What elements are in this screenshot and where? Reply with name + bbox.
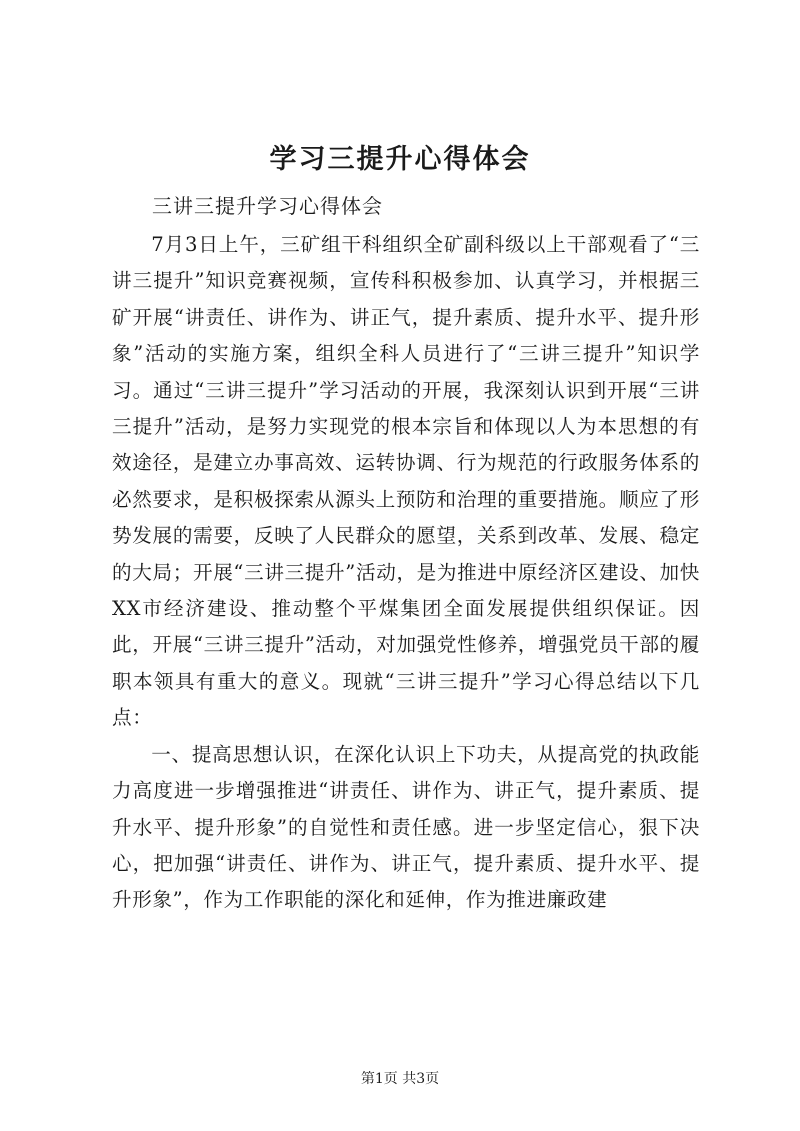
body-paragraph: 7月3日上午，三矿组干科组织全矿副科级以上干部观看了“三讲三提升”知识竞赛视频，宣传科积极参加、认真学习，并根据三矿开展“讲责任、讲作为、讲正气，提升素质、提升水平、提升形象”活动的实施方案，组织全科人员进行了“三讲三提升”知识学习。通过“三讲三提升”学习活动的开展，我深刻认识到开展“三讲三提升”活动，是努力实现党的根本宗旨和体现以人为本思想的有效途径，是建立办事高效、运转协调、行为规范的行政服务体系的必然要求，是积极探索从源头上预防和治理的重要措施。顺应了形势发展的需要，反映了人民群众的愿望，关系到改革、发展、稳定的大局；开展“三讲三提升”活动，是为推进中原经济区建设、加快XX市经济建设、推动整个平煤集团全面发展提供组织保证。因此，开展“三讲三提升”活动，对加强党性修养，增强党员干部的履职本领具有重大的意义。现就“三讲三提升”学习心得总结以下几点：	[112, 233, 700, 730]
document-subtitle: 三讲三提升学习心得体会	[152, 194, 383, 218]
document-body	[112, 227, 700, 919]
body-paragraph: 一、提高思想认识，在深化认识上下功夫，从提高党的执政能力高度进一步增强推进“讲责任、讲作为、讲正气，提升素质、提升水平、提升形象”的自觉性和责任感。进一步坚定信心，狠下决心，把加强“讲责任、讲作为、讲正气，提升素质、提升水平、提升形象”，作为工作职能的深化和延伸，作为推进廉政建	[112, 742, 700, 912]
page-number-footer: 第1页 共3页	[360, 1071, 440, 1087]
document-title: 学习三提升心得体会	[269, 144, 531, 175]
